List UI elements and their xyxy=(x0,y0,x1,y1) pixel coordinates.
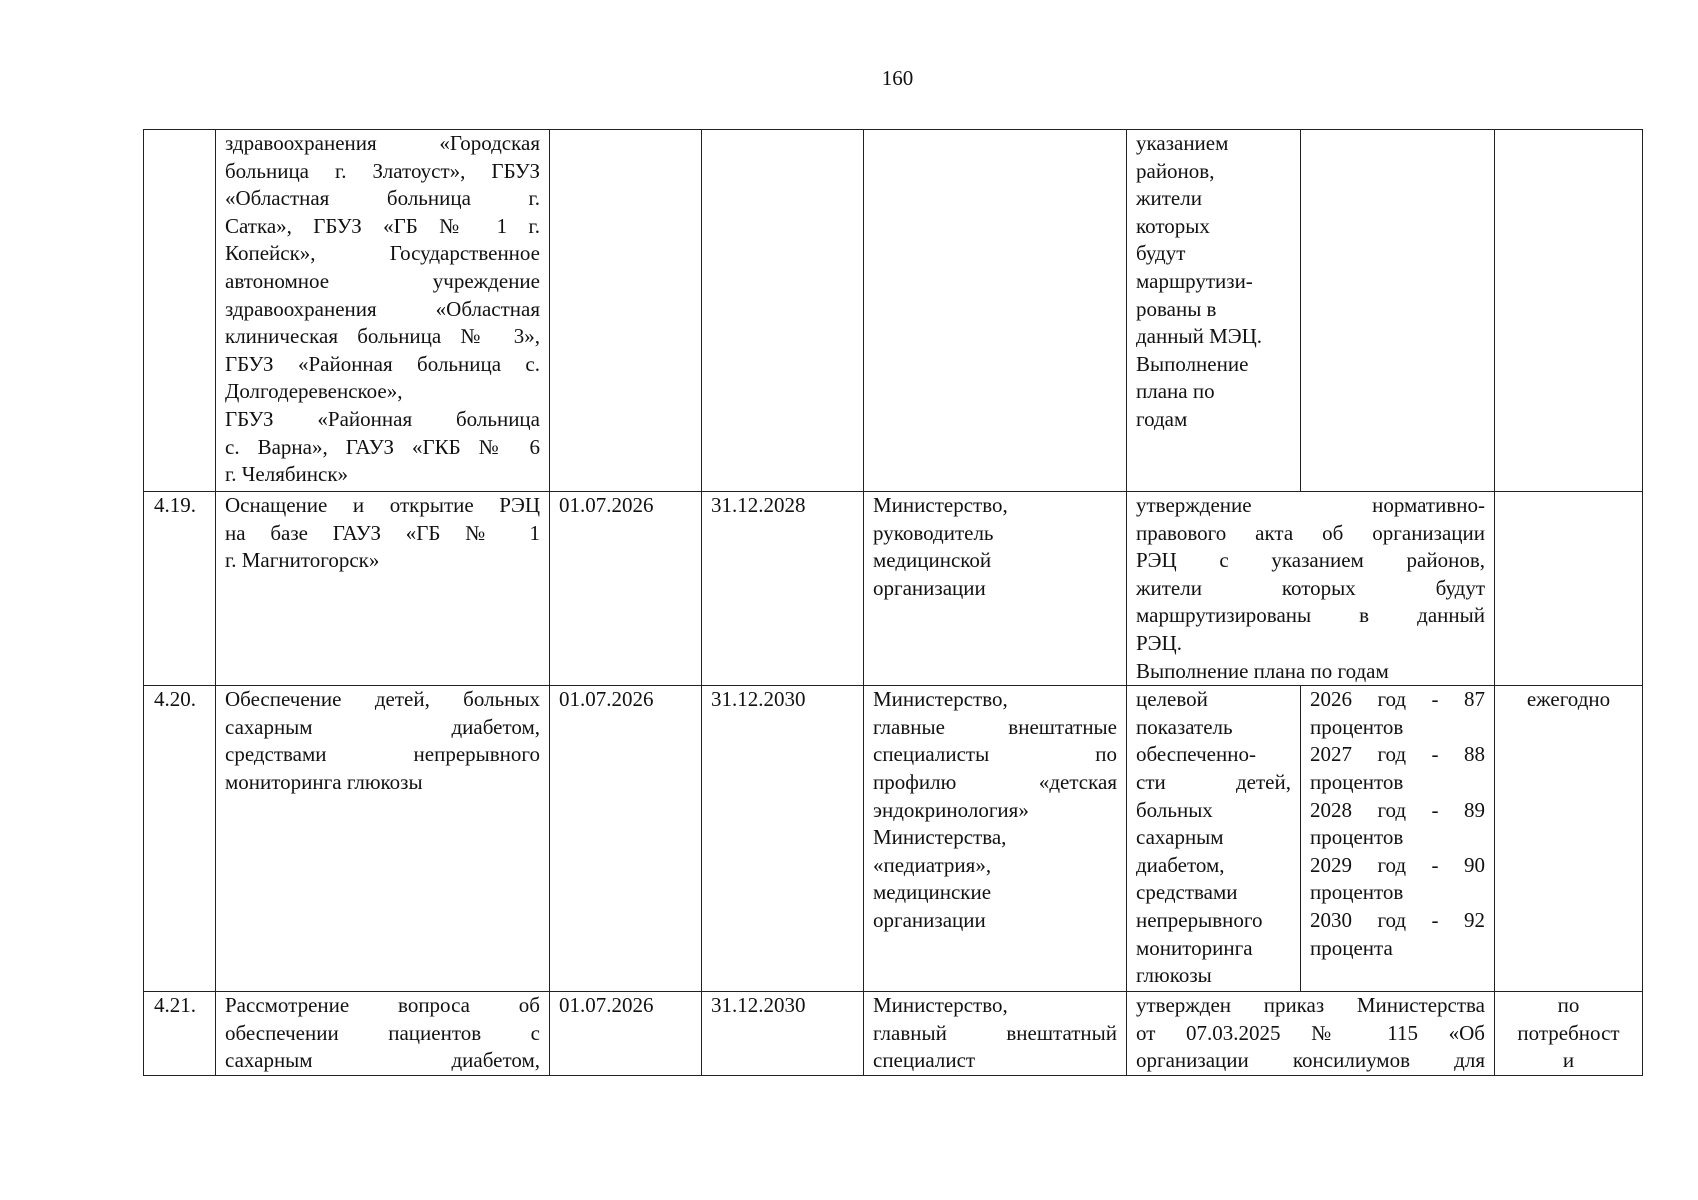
text-line: целевой xyxy=(1136,687,1208,712)
text-line: 2027 год - 88 xyxy=(1310,742,1485,767)
end-date xyxy=(702,130,864,492)
text-line: процентов xyxy=(1310,880,1404,905)
text-line: Копейск», Государственное xyxy=(225,241,540,266)
result xyxy=(1127,686,1301,992)
text-line: жители xyxy=(1136,186,1202,211)
text-line: организации консилиумов для xyxy=(1136,1048,1485,1073)
text-line: маршрутизи- xyxy=(1136,268,1253,293)
period: ежегодно xyxy=(1495,686,1643,992)
text-line: специалисты по xyxy=(873,742,1117,767)
text-line: районов, xyxy=(1136,158,1215,183)
text-line: диабетом, xyxy=(1136,852,1225,877)
text-line: Оснащение и открытие РЭЦ xyxy=(225,493,540,517)
end-date: 31.12.2028 xyxy=(702,492,864,686)
text-line: указанием xyxy=(1136,131,1229,155)
text-line: Сатка», ГБУЗ «ГБ № 1 г. xyxy=(225,213,540,238)
text-line: сахарным xyxy=(1136,825,1224,850)
text-line: Министерство, xyxy=(873,993,1008,1018)
activity-name xyxy=(216,992,550,1076)
text-line: г. Челябинск» xyxy=(225,462,349,487)
text-line: РЭЦ. xyxy=(1136,630,1182,655)
activity-name xyxy=(216,492,550,686)
result xyxy=(1127,130,1301,492)
responsible xyxy=(864,992,1127,1076)
responsible xyxy=(864,492,1127,686)
text-line: жители которых будут xyxy=(1136,575,1485,600)
text-line: организации xyxy=(873,907,986,932)
text-line: здравоохранения «Городская xyxy=(225,131,540,155)
end-date: 31.12.2030 xyxy=(702,992,864,1076)
result xyxy=(1127,992,1495,1076)
text-line: больных xyxy=(1136,797,1213,822)
text-line: обеспечении пациентов с xyxy=(225,1020,540,1045)
start-date xyxy=(550,130,702,492)
text-line: показатель xyxy=(1136,714,1233,739)
indicator xyxy=(1301,686,1495,992)
text-line: от 07.03.2025 № 115 «Об xyxy=(1136,1020,1485,1045)
text-line: медицинской xyxy=(873,548,992,573)
text-line: Выполнение xyxy=(1136,351,1249,376)
period xyxy=(1495,992,1643,1076)
text-line: плана по xyxy=(1136,379,1215,404)
text-line: будут xyxy=(1136,241,1186,266)
text-line: 2029 год - 90 xyxy=(1310,852,1485,877)
text-line: здравоохранения «Областная xyxy=(225,296,540,321)
text-line: процентов xyxy=(1310,714,1404,739)
text-line: с. Варна», ГАУЗ «ГКБ № 6 xyxy=(225,434,540,459)
text-line: процентов xyxy=(1310,825,1404,850)
text-line: Долгодеревенское», xyxy=(225,379,403,404)
activity-name xyxy=(216,686,550,992)
text-line: сахарным диабетом, xyxy=(225,1048,540,1073)
period xyxy=(1495,130,1643,492)
text-line: утвержден приказ Министерства xyxy=(1136,993,1485,1018)
text-line: средствами непрерывного xyxy=(225,742,540,767)
text-line: маршрутизированы в данный xyxy=(1136,603,1485,628)
text-line: медицинские xyxy=(873,880,992,905)
text-line: Министерства, xyxy=(873,825,1007,850)
table-row xyxy=(144,130,1643,492)
text-line: мониторинга глюкозы xyxy=(225,769,423,794)
text-line: на базе ГАУЗ «ГБ № 1 xyxy=(225,520,540,545)
text-line: 2026 год - 87 xyxy=(1310,687,1485,712)
start-date: 01.07.2026 xyxy=(550,686,702,992)
text-line: Выполнение плана по годам xyxy=(1136,658,1389,683)
text-line: специалист xyxy=(873,1048,976,1073)
text-line: правового акта об организации xyxy=(1136,520,1485,545)
start-date: 01.07.2026 xyxy=(550,992,702,1076)
text-line: сахарным диабетом, xyxy=(225,714,540,739)
text-line: годам xyxy=(1136,406,1188,431)
text-line: Министерство, xyxy=(873,687,1008,712)
text-line: по xyxy=(1557,993,1580,1018)
text-line: Рассмотрение вопроса об xyxy=(225,993,540,1018)
result xyxy=(1127,492,1495,686)
text-line: профилю «детская xyxy=(873,769,1117,794)
row-number: 4.20. xyxy=(144,686,216,992)
row-number: 4.19. xyxy=(144,492,216,686)
text-line: обеспеченно- xyxy=(1136,742,1256,767)
text-line: эндокринология» xyxy=(873,797,1029,822)
text-line: непрерывного xyxy=(1136,907,1263,932)
text-line: «Областная больница г. xyxy=(225,186,540,211)
text-line: РЭЦ с указанием районов, xyxy=(1136,548,1485,573)
text-line: мониторинга xyxy=(1136,935,1253,960)
indicator xyxy=(1301,130,1495,492)
text-line: руководитель xyxy=(873,520,994,545)
text-line: клиническая больница № 3», xyxy=(225,324,540,349)
text-line: 2030 год - 92 xyxy=(1310,907,1485,932)
text-line: потребност xyxy=(1517,1020,1620,1045)
page-number: 160 xyxy=(881,66,914,90)
text-line: организации xyxy=(873,575,986,600)
text-line: которых xyxy=(1136,213,1210,238)
responsible xyxy=(864,686,1127,992)
text-line: рованы в xyxy=(1136,296,1217,321)
text-line: процента xyxy=(1310,935,1393,960)
period xyxy=(1495,492,1643,686)
text-line: ГБУЗ «Районная больница xyxy=(225,406,540,431)
text-line: и xyxy=(1562,1048,1575,1073)
responsible xyxy=(864,130,1127,492)
action-plan-table xyxy=(143,129,1643,1076)
table-row xyxy=(144,992,1643,1076)
text-line: ГБУЗ «Районная больница с. xyxy=(225,351,540,376)
row-number: 4.21. xyxy=(144,992,216,1076)
text-line: глюкозы xyxy=(1136,963,1212,988)
text-line: средствами xyxy=(1136,880,1238,905)
text-line: процентов xyxy=(1310,769,1404,794)
table-row xyxy=(144,492,1643,686)
text-line: автономное учреждение xyxy=(225,268,540,293)
text-line: больница г. Златоуст», ГБУЗ xyxy=(225,158,540,183)
text-line: главный внештатный xyxy=(873,1020,1117,1045)
text-line: г. Магнитогорск» xyxy=(225,548,380,573)
activity-name xyxy=(216,130,550,492)
text-line: 2028 год - 89 xyxy=(1310,797,1485,822)
table-row xyxy=(144,686,1643,992)
text-line: Министерство, xyxy=(873,493,1008,517)
end-date: 31.12.2030 xyxy=(702,686,864,992)
text-line: сти детей, xyxy=(1136,769,1291,794)
row-number xyxy=(144,130,216,492)
text-line: данный МЭЦ. xyxy=(1136,324,1263,349)
text-line: утверждение нормативно- xyxy=(1136,493,1485,517)
text-line: «педиатрия», xyxy=(873,852,992,877)
text-line: главные внештатные xyxy=(873,714,1117,739)
text-line: Обеспечение детей, больных xyxy=(225,687,540,712)
start-date: 01.07.2026 xyxy=(550,492,702,686)
